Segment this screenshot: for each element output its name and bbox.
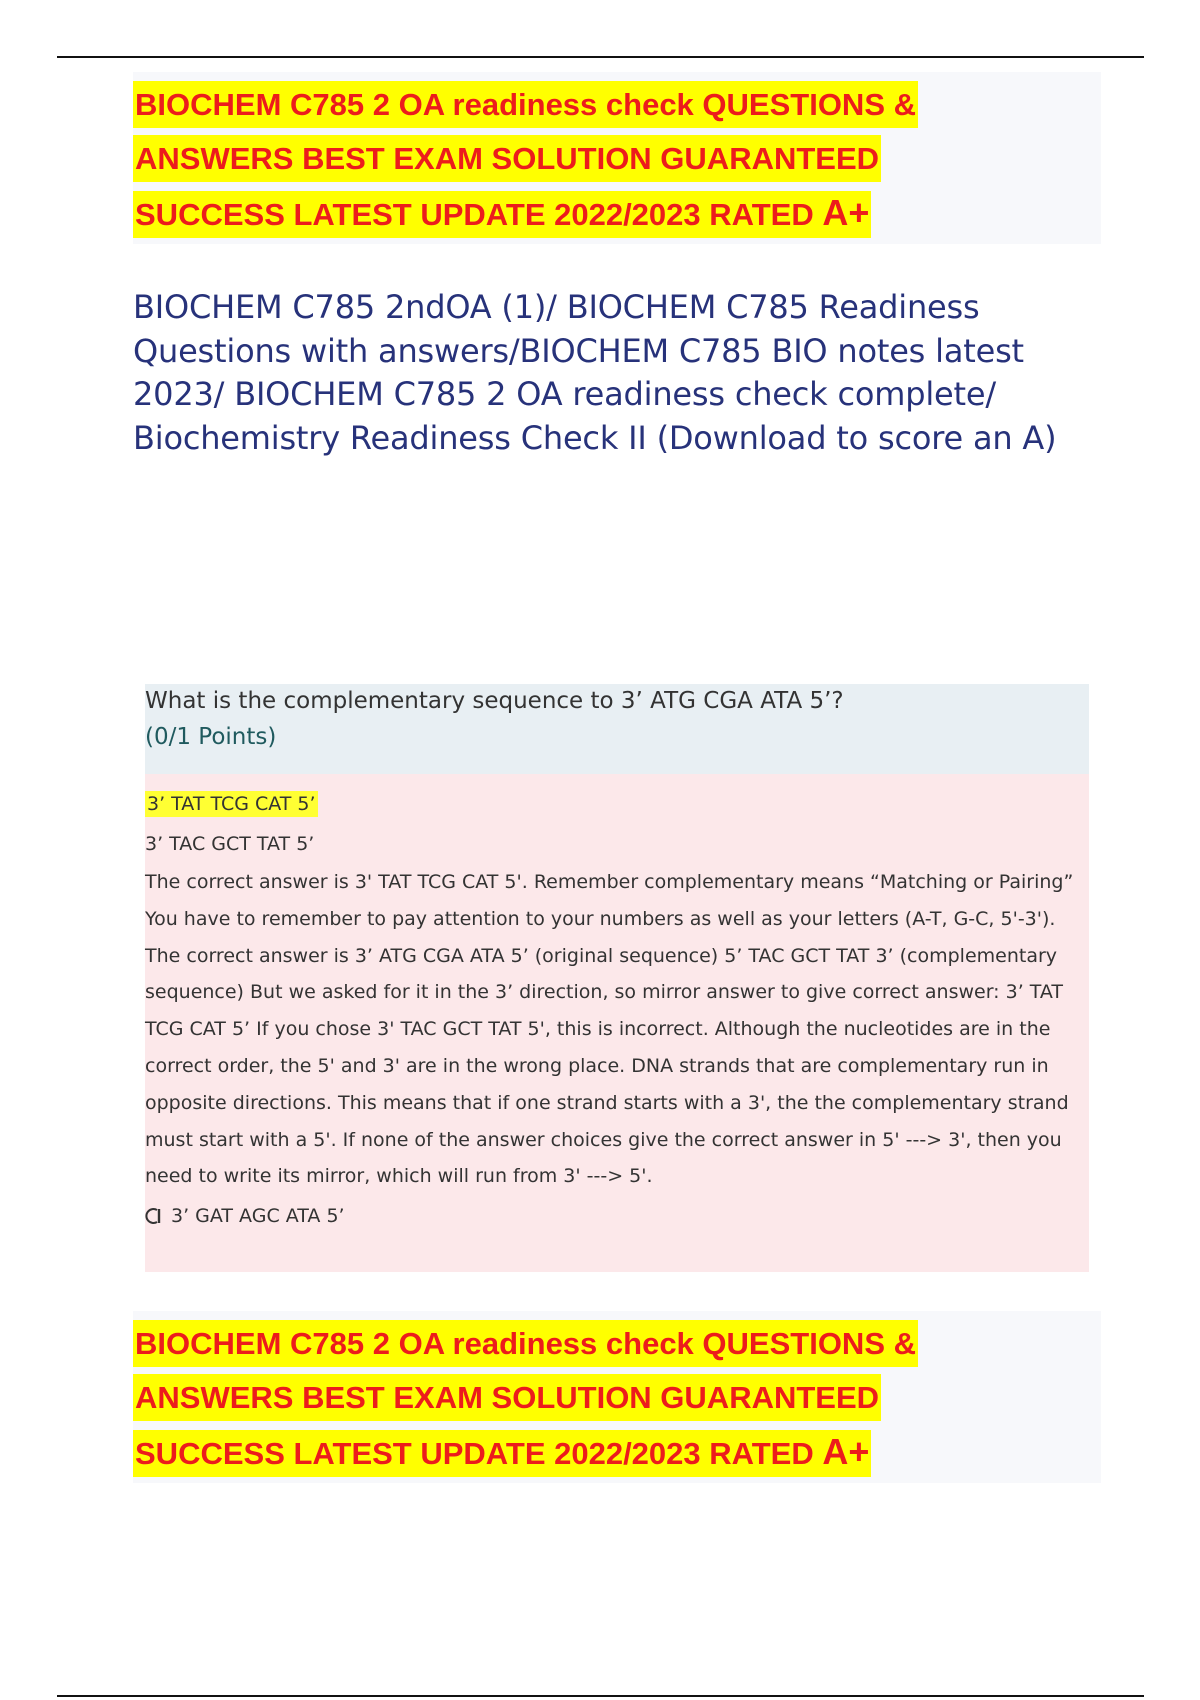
footer-banner [133, 1311, 1101, 1483]
top-rule [57, 56, 1144, 58]
header-banner [133, 72, 1101, 244]
question-text: What is the complementary sequence to 3’ ATG CGA ATA 5’? [145, 688, 844, 714]
footer-banner-line-3: SUCCESS LATEST UPDATE 2022/2023 RATED [135, 1436, 823, 1471]
document-subtitle: BIOCHEM C785 2ndOA (1)/ BIOCHEM C785 Readiness Questions with answers/BIOCHEM C785 BIO notes latest 2023/ BIOCHEM C785 2 OA readiness check complete/ Biochemistry Readiness Check II (Download to score an A) [133, 288, 1057, 457]
header-banner-line-3: SUCCESS LATEST UPDATE 2022/2023 RATED [135, 197, 823, 232]
answer-option-2[interactable]: 3’ TAC GCT TAT 5’ [145, 833, 315, 855]
footer-banner-line-2: ANSWERS BEST EXAM SOLUTION GUARANTEED [133, 1374, 881, 1421]
quiz-card [145, 684, 1089, 1272]
answer-explanation: The correct answer is 3' TAT TCG CAT 5'. Remember complementary means “Matching or Pairing” You have to remember to pay attention to your numbers as well as your letters (A-T, G-C, 5'-3'). The correct answer is 3’ ATG CGA ATA 5’ (original sequence) 5’ TAC GCT TAT 3’ (complementary sequence) But we asked for it in the 3’ direction, so mirror answer to give correct answer: 3’ TAT TCG CAT 5’ If you chose 3' TAC GCT TAT 5', this is incorrect. Although the nucleotides are in the correct order, the 5' and 3' are in the wrong place. DNA strands that are complementary run in opposite directions. This means that if one strand starts with a 3', the the complementary strand must start with a 5'. If none of the answer choices give the correct answer in 5' ---> 3', then you need to write its mirror, which will run from 3' ---> 5'. [145, 871, 1074, 1188]
radio-icon[interactable] [145, 1207, 163, 1225]
bottom-rule [57, 1695, 1144, 1697]
quiz-header [145, 684, 1089, 774]
footer-banner-grade: A+ [822, 1431, 870, 1472]
answer-option-3[interactable] [145, 1195, 1081, 1237]
header-banner-grade: A+ [822, 192, 870, 233]
footer-banner-line-1: BIOCHEM C785 2 OA readiness check QUESTIONS & [133, 1320, 918, 1367]
answer-option-correct[interactable] [145, 784, 1081, 824]
correct-answer-highlight: 3’ TAT TCG CAT 5’ [147, 793, 316, 815]
answer-option-3-label: 3’ GAT AGC ATA 5’ [171, 1205, 345, 1228]
quiz-answers [145, 774, 1089, 1272]
header-banner-line-1: BIOCHEM C785 2 OA readiness check QUESTIONS & [133, 81, 918, 128]
header-banner-line-2: ANSWERS BEST EXAM SOLUTION GUARANTEED [133, 135, 881, 182]
points-label: (0/1 Points) [145, 724, 277, 750]
